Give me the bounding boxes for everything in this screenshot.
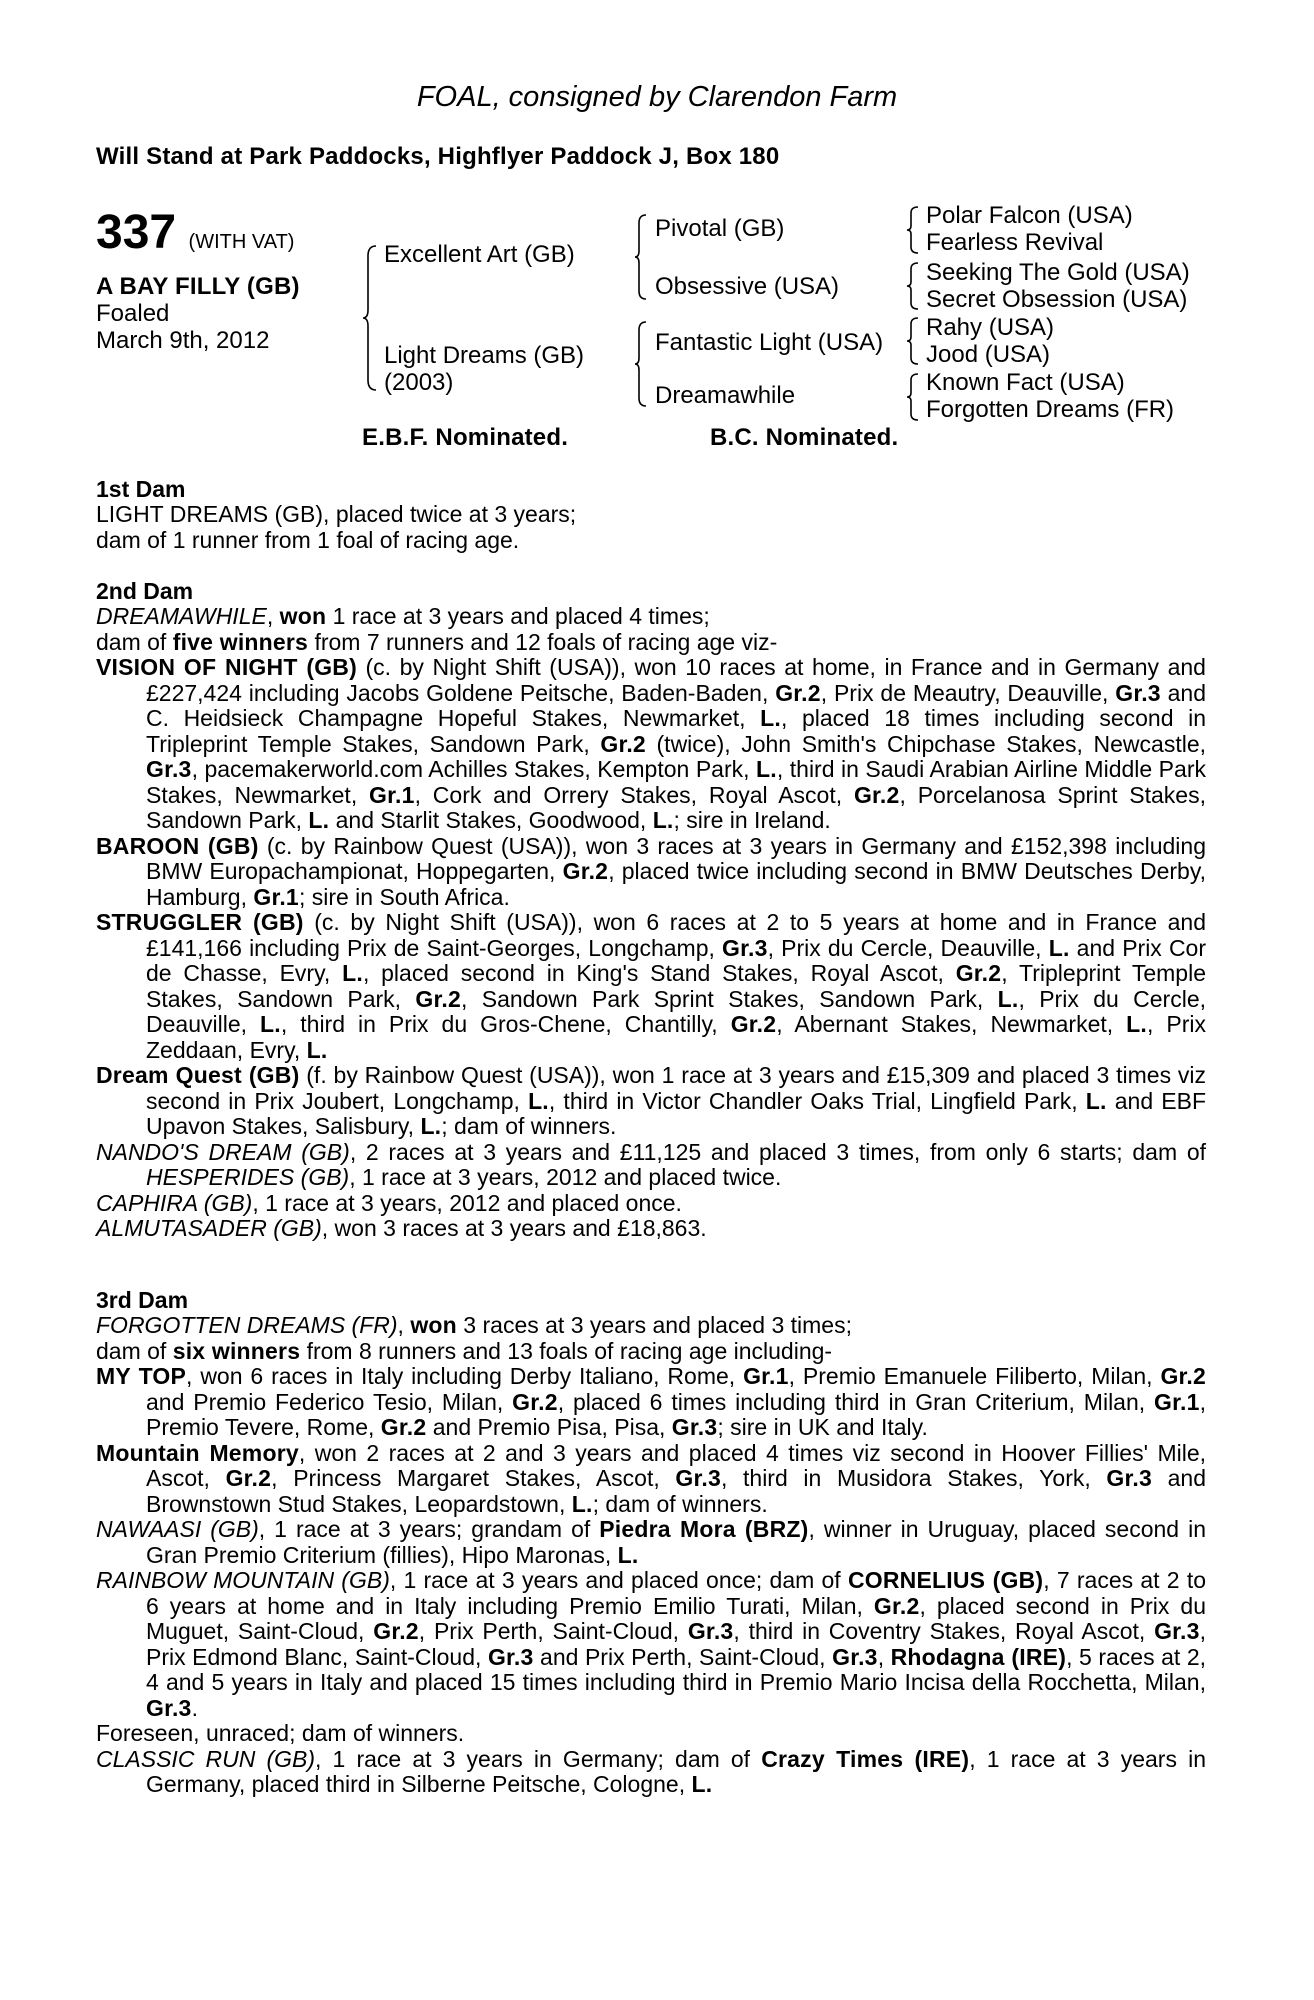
third-dam-section: [96, 1287, 1206, 1798]
progeny-vision-of-night: VISION OF NIGHT (GB) (c. by Night Shift (USA)), won 10 races at home, in France and in Germany and £227,424 including Jacobs Goldene Peitsche, Baden-Baden, Gr.2, Prix de Meautry, Deauville, Gr.3 and C. Heidsieck Champagne Hopeful Stakes, Newmarket, L., placed 18 times including second in Tripleprint Temple Stakes, Sandown Park, Gr.2 (twice), John Smith's Chipchase Stakes, Newcastle, Gr.3, pacemakerworld.com Achilles Stakes, Kempton Park, L., third in Saudi Arabian Airline Middle Park Stakes, Newmarket, Gr.1, Cork and Orrery Stakes, Royal Ascot, Gr.2, Porcelanosa Sprint Stakes, Sandown Park, L. and Starlit Stakes, Goodwood, L.; sire in Ireland.: [96, 654, 1207, 833]
sire-dam: Obsessive (USA): [655, 273, 840, 300]
sire: Excellent Art (GB): [384, 241, 575, 268]
third-dam-summary: FORGOTTEN DREAMS (FR), won 3 races at 3 years and placed 3 times;: [96, 1312, 852, 1338]
sire-line-brace: [634, 213, 648, 301]
third-dam-title: 3rd Dam: [96, 1287, 189, 1313]
dam-year: (2003): [384, 369, 454, 396]
sire-sire-dam: Fearless Revival: [926, 229, 1104, 256]
progeny-mountain-memory: Mountain Memory, won 2 races at 2 and 3 years and placed 4 times viz second in Hoover Fillies' Mile, Ascot, Gr.2, Princess Margaret Stakes, Ascot, Gr.3, third in Musidora Stakes, York, Gr.3 and Brownstown Stud Stakes, Leopardstown, L.; dam of winners.: [96, 1439, 1207, 1517]
sire-dam-brace: [362, 244, 378, 392]
sire-sire: Pivotal (GB): [655, 215, 785, 242]
stand-line: Will Stand at Park Paddocks, Highflyer Paddock J, Box 180: [96, 143, 780, 170]
consigned-line: FOAL, consigned by Clarendon Farm: [416, 81, 898, 113]
bc-nominated: B.C. Nominated.: [710, 424, 899, 451]
first-dam-line2: dam of 1 runner from 1 foal of racing age.: [96, 526, 520, 553]
dam-sire-dam: Jood (USA): [926, 341, 1051, 368]
second-dam-section: [96, 578, 1206, 1242]
progeny-foreseen: Foreseen, unraced; dam of winners.: [96, 1720, 465, 1746]
dam-dam-sire: Known Fact (USA): [926, 369, 1125, 396]
second-dam-intro: dam of five winners from 7 runners and 12 foals of racing age viz-: [96, 628, 778, 655]
vat-label: (WITH VAT): [188, 231, 295, 253]
first-dam-title: 1st Dam: [96, 476, 186, 502]
dam-dam-dam: Forgotten Dreams (FR): [926, 396, 1175, 423]
lot-number: 337: [96, 206, 177, 259]
second-dam-name: DREAMAWHILE: [96, 603, 267, 629]
sire-dam-sire: Seeking The Gold (USA): [926, 259, 1190, 286]
progeny-nandos-dream: NANDO'S DREAM (GB), 2 races at 3 years and £11,125 and placed 3 times, from only 6 starts; dam of HESPERIDES (GB), 1 race at 3 years, 2012 and placed twice.: [96, 1138, 1207, 1190]
progeny-caphira: CAPHIRA (GB), 1 race at 3 years, 2012 and placed once.: [96, 1189, 682, 1216]
sire-dam-dam: Secret Obsession (USA): [926, 286, 1188, 313]
dam-sire: Fantastic Light (USA): [655, 329, 884, 356]
first-dam-section: [96, 476, 1206, 553]
obsessive-brace: [906, 261, 920, 311]
foaled-date: March 9th, 2012: [96, 327, 270, 354]
progeny-rainbow-mountain: RAINBOW MOUNTAIN (GB), 1 race at 3 years and placed once; dam of CORNELIUS (GB), 7 races at 2 to 6 years at home and in Italy including Premio Emilio Turati, Milan, Gr.2, placed second in Prix du Muguet, Saint-Cloud, Gr.2, Prix Perth, Saint-Cloud, Gr.3, third in Coventry Stakes, Royal Ascot, Gr.3, Prix Edmond Blanc, Saint-Cloud, Gr.3 and Prix Perth, Saint-Cloud, Gr.3, Rhodagna (IRE), 5 races at 2, 4 and 5 years in Italy and placed 15 times including third in Premio Mario Incisa della Rocchetta, Milan, Gr.3.: [96, 1567, 1207, 1721]
dreamawhile-brace: [906, 372, 920, 422]
progeny-classic-run: CLASSIC RUN (GB), 1 race at 3 years in Germany; dam of Crazy Times (IRE), 1 race at 3 years in Germany, placed third in Silberne Peitsche, Cologne, L.: [96, 1745, 1206, 1797]
progeny-nawaasi: NAWAASI (GB), 1 race at 3 years; grandam of Piedra Mora (BRZ), winner in Uruguay, placed second in Gran Premio Criterium (fillies), Hipo Maronas, L.: [96, 1516, 1206, 1568]
sire-sire-sire: Polar Falcon (USA): [926, 202, 1133, 229]
ebf-nominated: E.B.F. Nominated.: [362, 424, 569, 451]
pivotal-brace: [906, 205, 920, 255]
third-dam-name: FORGOTTEN DREAMS (FR): [96, 1312, 398, 1338]
progeny-dream-quest: Dream Quest (GB) (f. by Rainbow Quest (USA)), won 1 race at 3 years and £15,309 and placed 3 times viz second in Prix Joubert, Longchamp, L., third in Victor Chandler Oaks Trial, Lingfield Park, L. and EBF Upavon Stakes, Salisbury, L.; dam of winners.: [96, 1062, 1207, 1139]
fantastic-light-brace: [906, 316, 920, 366]
dam-sire-sire: Rahy (USA): [926, 314, 1055, 341]
foaled-label: Foaled: [96, 300, 170, 327]
progeny-almutasader: ALMUTASADER (GB), won 3 races at 3 years and £18,863.: [96, 1215, 707, 1241]
dam-line-brace: [634, 320, 648, 408]
progeny-baroon: BAROON (GB) (c. by Rainbow Quest (USA)), won 3 races at 3 years in Germany and £152,398 including BMW Europachampionat, Hoppegarten, Gr.2, placed twice including second in BMW Deutsches Derby, Hamburg, Gr.1; sire in South Africa.: [96, 832, 1207, 910]
dam: Light Dreams (GB): [384, 342, 585, 369]
third-dam-intro: dam of six winners from 8 runners and 13 foals of racing age including-: [96, 1337, 833, 1364]
lot-name: A BAY FILLY (GB): [96, 273, 300, 300]
progeny-my-top: MY TOP, won 6 races in Italy including Derby Italiano, Rome, Gr.1, Premio Emanuele Filiberto, Milan, Gr.2 and Premio Federico Tesio, Milan, Gr.2, placed 6 times including third in Gran Criterium, Milan, Gr.1, Premio Tevere, Rome, Gr.2 and Premio Pisa, Pisa, Gr.3; sire in UK and Italy.: [96, 1363, 1206, 1440]
progeny-struggler: STRUGGLER (GB) (c. by Night Shift (USA)), won 6 races at 2 to 5 years at home and in France and £141,166 including Prix de Saint-Georges, Longchamp, Gr.3, Prix du Cercle, Deauville, L. and Prix Cor de Chasse, Evry, L., placed second in King's Stand Stakes, Royal Ascot, Gr.2, Tripleprint Temple Stakes, Sandown Park, Gr.2, Sandown Park Sprint Stakes, Sandown Park, L., Prix du Cercle, Deauville, L., third in Prix du Gros-Chene, Chantilly, Gr.2, Abernant Stakes, Newmarket, L., Prix Zeddaan, Evry, L.: [96, 909, 1207, 1063]
first-dam-line1: LIGHT DREAMS (GB), placed twice at 3 years;: [96, 501, 577, 527]
lot-number-line: [96, 208, 294, 258]
dam-dam: Dreamawhile: [655, 382, 796, 409]
second-dam-title: 2nd Dam: [96, 578, 194, 604]
second-dam-summary: DREAMAWHILE, won 1 race at 3 years and placed 4 times;: [96, 603, 710, 629]
